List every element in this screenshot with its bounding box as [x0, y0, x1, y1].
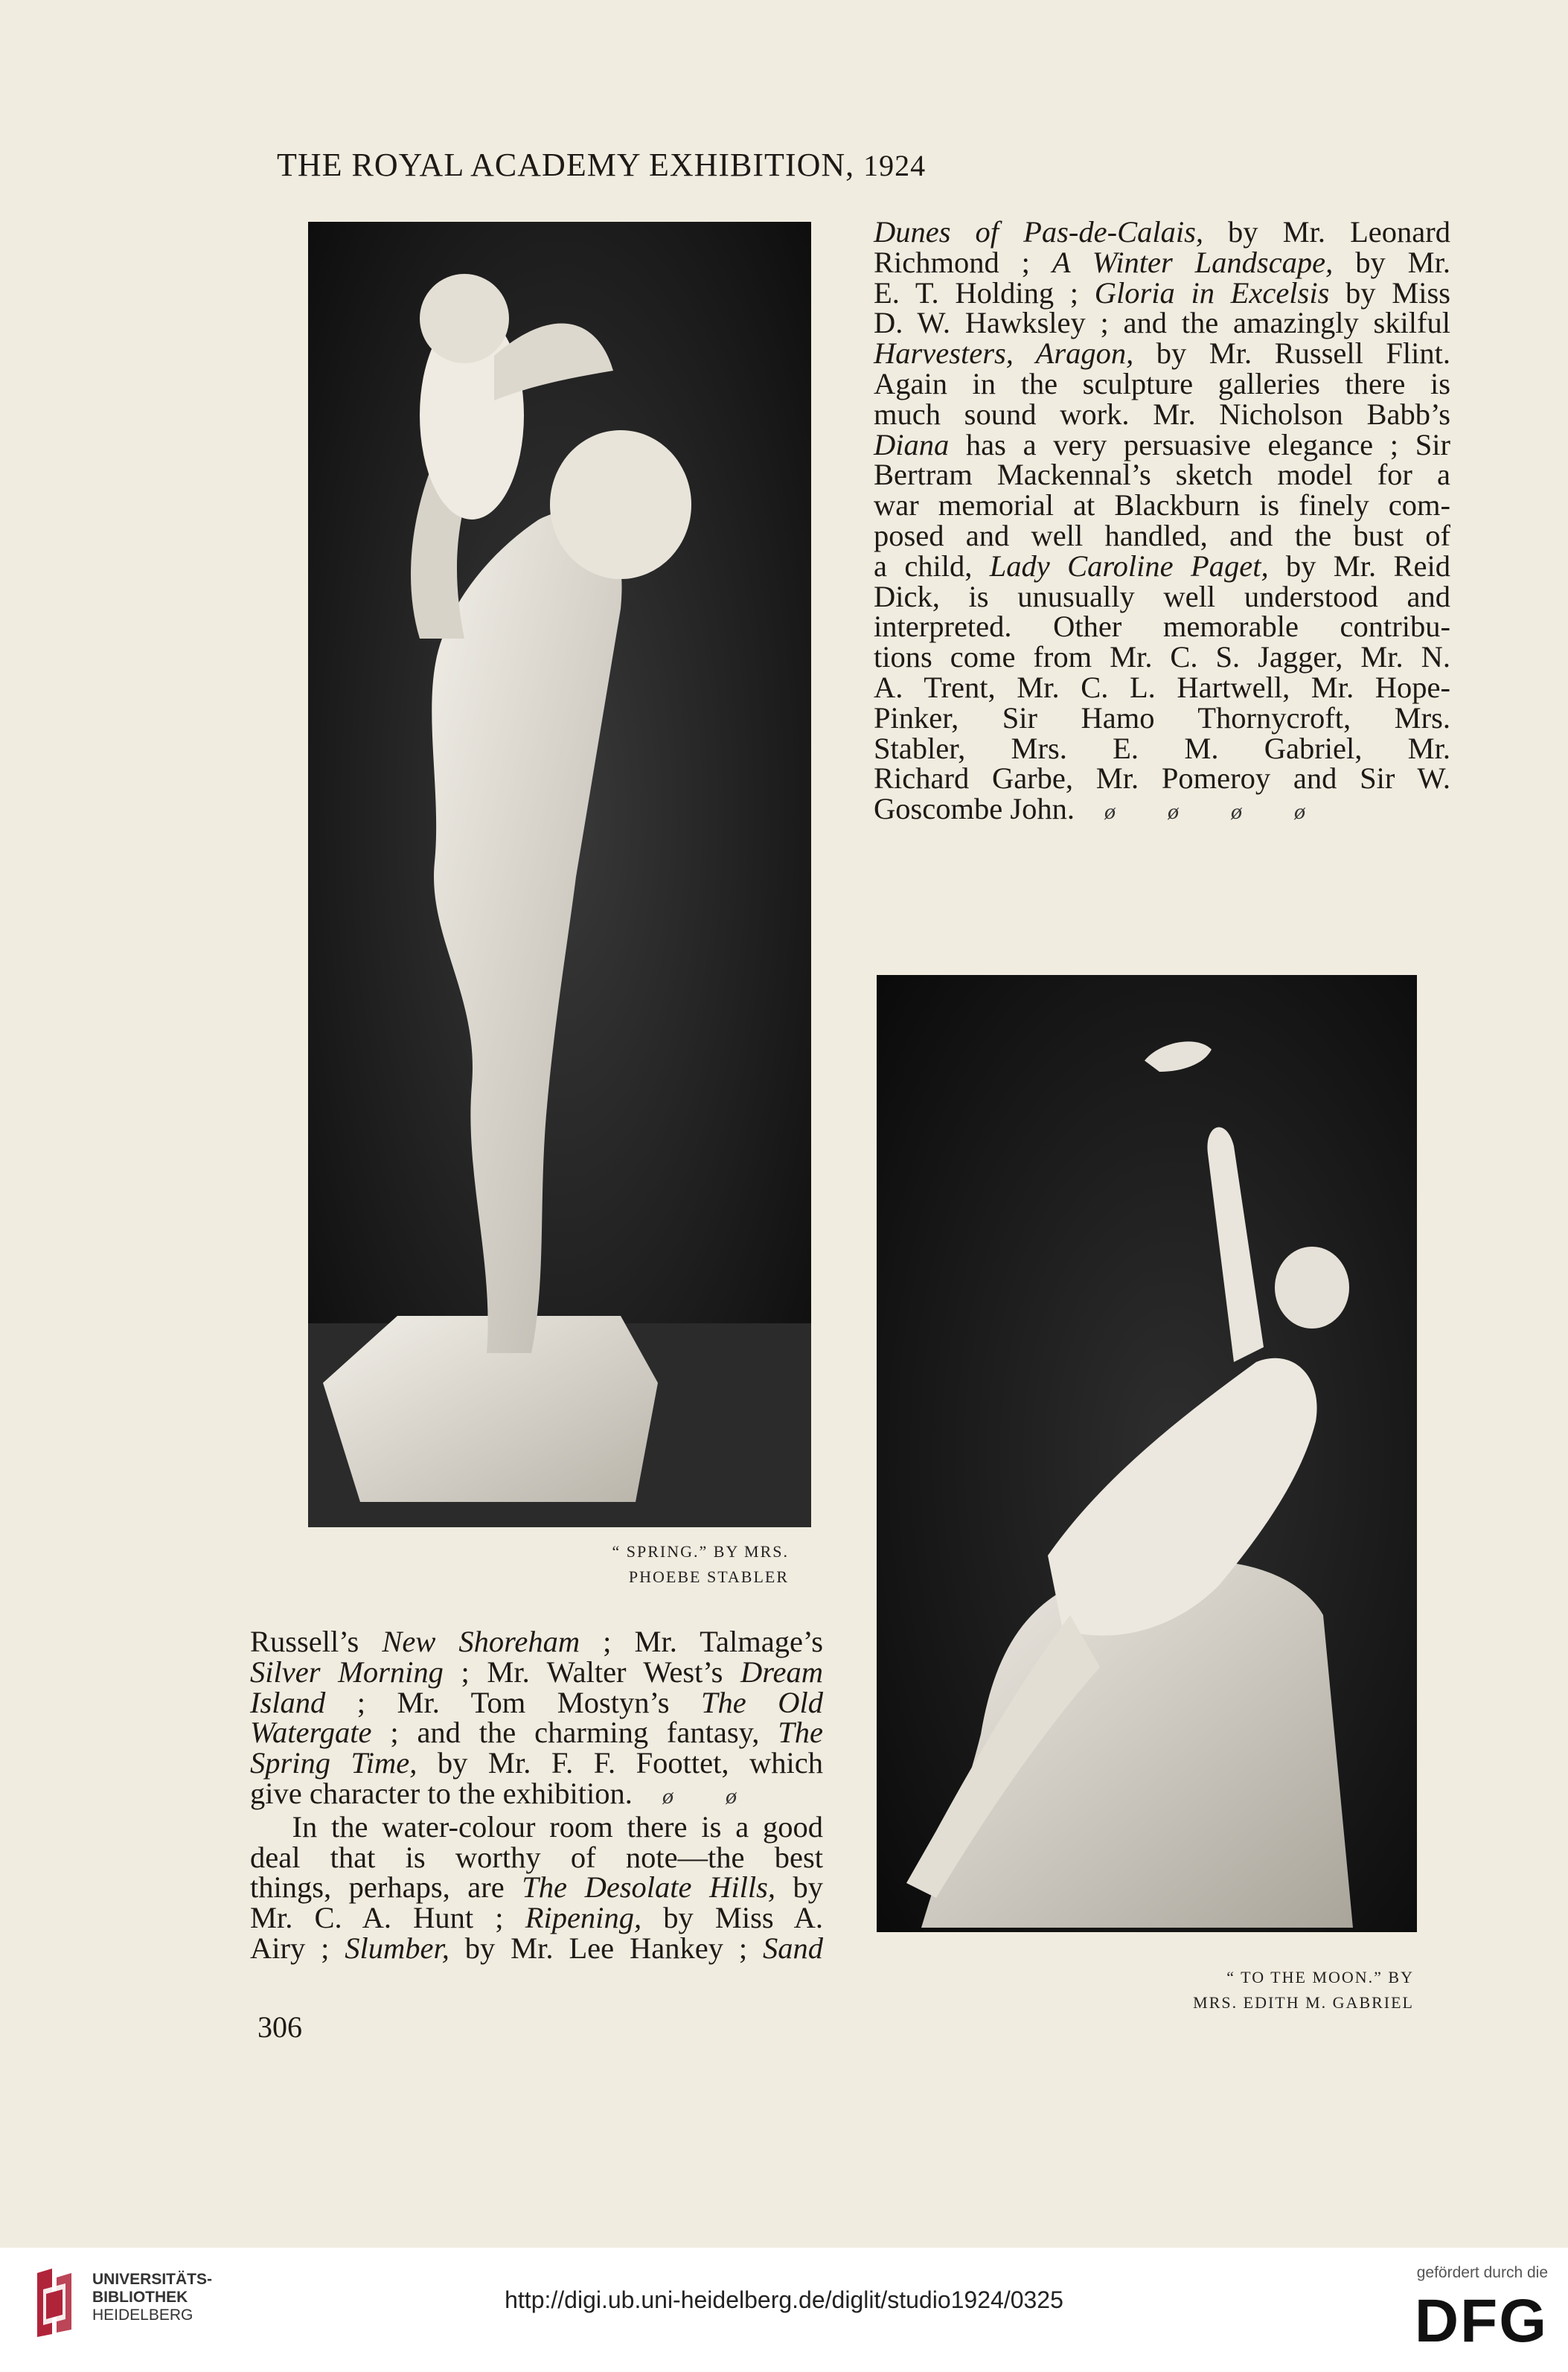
- right-column-line: A. Trent, Mr. C. L. Hartwell, Mr. Hope-: [874, 670, 1450, 704]
- left-column-line: Watergate ; and the charming fantasy, The: [250, 1716, 823, 1750]
- library-line-2: BIBLIOTHEK: [92, 2289, 188, 2306]
- right-column-line: E. T. Holding ; Gloria in Excelsis by Miss: [874, 275, 1450, 310]
- caption-spring: [476, 1539, 789, 1590]
- right-column-line: Diana has a very persuasive elegance ; Sir: [874, 427, 1450, 461]
- leaf-ornament-icon: ø: [725, 1783, 737, 1809]
- right-column-line: posed and well handled, and the bust of: [874, 518, 1450, 552]
- right-column-line: Dick, is unusually well understood and: [874, 579, 1450, 613]
- source-url-link[interactable]: http://digi.ub.uni-heidelberg.de/diglit/studio1924/0325: [505, 2286, 1063, 2313]
- caption-spring-line-1: “ SPRING.” BY MRS.: [612, 1542, 789, 1561]
- library-line-3: HEIDELBERG: [92, 2307, 193, 2324]
- right-column-line: much sound work. Mr. Nicholson Babb’s: [874, 397, 1450, 431]
- leaf-ornament-icon: ø: [1230, 799, 1242, 825]
- right-column-line: interpreted. Other memorable contribu-: [874, 610, 1450, 644]
- leaf-ornament-icon: ø: [662, 1783, 673, 1809]
- caption-moon: [1042, 1965, 1414, 2015]
- right-column-line: Richard Garbe, Mr. Pomeroy and Sir W.: [874, 761, 1450, 796]
- right-column-line: Richmond ; A Winter Landscape, by Mr.: [874, 245, 1450, 279]
- caption-spring-line-2: PHOEBE STABLER: [628, 1567, 789, 1586]
- right-column-line: Goscombe John. ø ø ø ø: [874, 794, 1450, 828]
- right-column-line: Pinker, Sir Hamo Thornycroft, Mrs.: [874, 700, 1450, 735]
- header-year: 1924: [863, 149, 927, 182]
- right-column-text: [874, 217, 1450, 828]
- leaf-ornament-icon: ø: [1293, 799, 1305, 825]
- left-column-line: Island ; Mr. Tom Mostyn’s The Old: [250, 1685, 824, 1719]
- left-column-line: deal that is worthy of note—the best: [250, 1840, 823, 1874]
- caption-moon-line-2: MRS. EDITH M. GABRIEL: [1193, 1993, 1414, 2012]
- right-column-line: Bertram Mackennal’s sketch model for a: [874, 458, 1450, 492]
- leaf-ornament-icon: ø: [1104, 799, 1116, 825]
- leaf-ornament-icon: ø: [1167, 799, 1179, 825]
- left-column-line: Silver Morning ; Mr. Walter West’s Dream: [250, 1655, 824, 1689]
- left-column-line: things, perhaps, are The Desolate Hills, by: [250, 1870, 824, 1905]
- library-line-1: UNIVERSITÄTS-: [92, 2271, 213, 2288]
- photo-moon-sculpture: [877, 975, 1417, 1932]
- left-column-line: Mr. C. A. Hunt ; Ripening, by Miss A.: [250, 1901, 823, 1935]
- left-column-line: Russell’s New Shoreham ; Mr. Talmage’s: [250, 1625, 824, 1658]
- left-column-line: Airy ; Slumber, by Mr. Lee Hankey ; Sand: [250, 1931, 823, 1965]
- left-column-line: Spring Time, by Mr. F. F. Foottet, which: [250, 1746, 824, 1780]
- right-column-line: Stabler, Mrs. E. M. Gabriel, Mr.: [874, 731, 1450, 765]
- right-column-line: D. W. Hawksley ; and the amazingly skilful: [874, 306, 1450, 340]
- right-column-line: tions come from Mr. C. S. Jagger, Mr. N.: [874, 640, 1450, 674]
- funder-label: gefördert durch die: [1416, 2264, 1548, 2281]
- right-column-line: Dunes of Pas-de-Calais, by Mr. Leonard: [874, 215, 1450, 249]
- left-column-line: give character to the exhibition. ø ø: [250, 1779, 823, 1812]
- dfg-logo: DFG: [1414, 2287, 1548, 2355]
- running-header: [277, 146, 1021, 184]
- page-number: 306: [257, 2010, 302, 2044]
- photo-spring-sculpture: [308, 222, 811, 1527]
- right-column-line: war memorial at Blackburn is finely com-: [874, 488, 1450, 522]
- right-column-line: Again in the sculpture galleries there is: [874, 366, 1450, 400]
- left-column-text: [250, 1627, 823, 1964]
- header-title: THE ROYAL ACADEMY EXHIBITION,: [277, 147, 855, 183]
- caption-moon-line-1: “ TO THE MOON.” BY: [1226, 1968, 1414, 1986]
- left-column-line: In the water-colour room there is a good: [250, 1809, 823, 1844]
- right-column-line: Harvesters, Aragon, by Mr. Russell Flint.: [874, 336, 1450, 371]
- right-column-line: a child, Lady Caroline Paget, by Mr. Reid: [874, 549, 1450, 583]
